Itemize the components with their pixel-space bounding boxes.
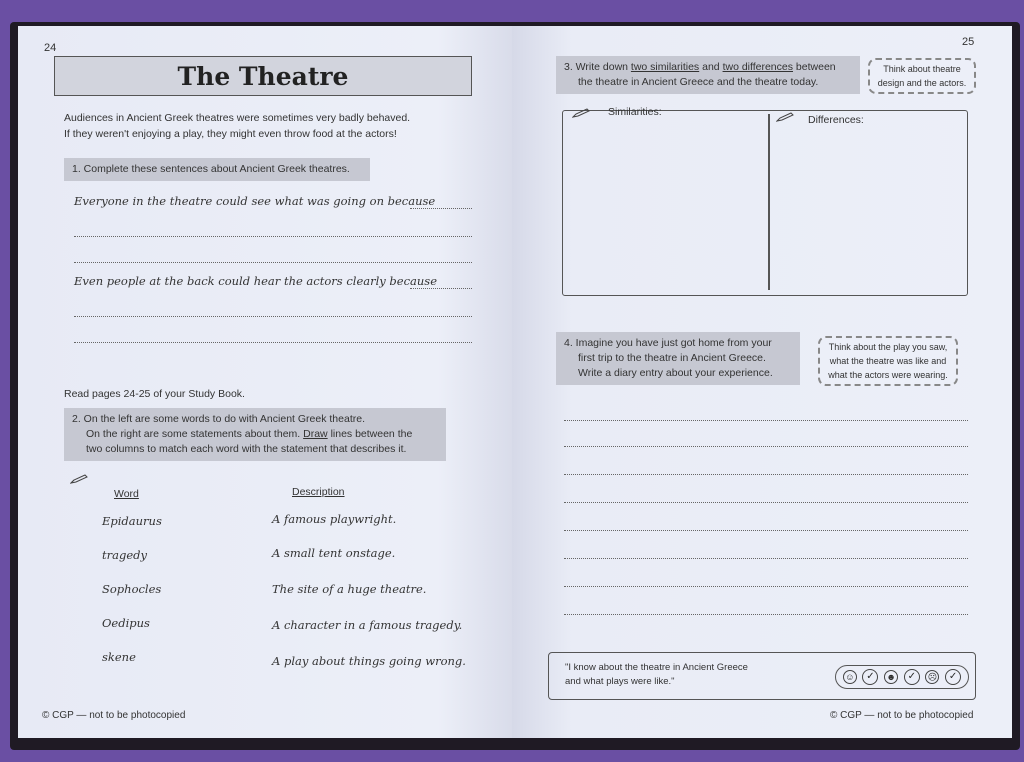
- similarities-differences-box[interactable]: [562, 110, 968, 296]
- check-circle-icon[interactable]: ✓: [904, 669, 920, 685]
- description-3[interactable]: The site of a huge theatre.: [272, 582, 427, 596]
- check-circle-icon[interactable]: ✓: [862, 669, 878, 685]
- similarities-label: Similarities:: [608, 106, 662, 118]
- question-1-box: 1. Complete these sentences about Ancient Greek theatres.: [64, 158, 370, 181]
- q2-line-2a: On the right are some statements about them.: [86, 428, 301, 440]
- rating-faces: [835, 665, 969, 689]
- q3-pre: 3. Write down: [564, 61, 628, 73]
- box-divider: [768, 114, 770, 290]
- sentence-1: Everyone in the theatre could see what was going on because: [74, 194, 436, 208]
- question-4-box: [556, 332, 800, 385]
- diary-line[interactable]: [564, 558, 968, 559]
- thumbs-up-icon[interactable]: ☺: [843, 670, 857, 684]
- thumbs-down-icon[interactable]: ☹: [925, 670, 939, 684]
- check-circle-icon[interactable]: ✓: [945, 669, 961, 685]
- description-2[interactable]: A small tent onstage.: [272, 546, 396, 560]
- intro-line-2: If they weren't enjoying a play, they might even throw food at the actors!: [64, 128, 397, 140]
- pencil-icon: [572, 108, 590, 118]
- q4-line-1: 4. Imagine you have just got home from your: [564, 337, 772, 349]
- description-4[interactable]: A character in a famous tragedy.: [272, 618, 463, 632]
- page-title: The Theatre: [177, 61, 349, 91]
- word-sophocles[interactable]: Sophocles: [102, 582, 162, 596]
- hint-3-line-2: design and the actors.: [877, 78, 967, 88]
- intro-text: [64, 110, 410, 142]
- word-epidaurus[interactable]: Epidaurus: [102, 514, 162, 528]
- diary-line[interactable]: [564, 446, 968, 447]
- q4-line-2: first trip to the theatre in Ancient Greece.: [578, 352, 766, 364]
- read-pages-text: Read pages 24-25 of your Study Book.: [64, 388, 245, 400]
- diary-line[interactable]: [564, 614, 968, 615]
- page-number-left: 24: [44, 42, 57, 54]
- intro-line-1: Audiences in Ancient Greek theatres were sometimes very badly behaved.: [64, 112, 411, 124]
- description-5[interactable]: A play about things going wrong.: [272, 654, 466, 668]
- self-assessment-line-2: and what plays were like.": [565, 676, 675, 687]
- diary-line[interactable]: [564, 586, 968, 587]
- hint-4-line-2: what the theatre was like and: [829, 356, 947, 366]
- question-2-box: [64, 408, 446, 461]
- description-1[interactable]: A famous playwright.: [272, 512, 397, 526]
- self-assessment-box: [548, 652, 976, 700]
- page-number-right: 25: [962, 36, 975, 48]
- q2-line-2b: lines between the: [330, 428, 413, 440]
- q2-draw-word: Draw: [303, 428, 328, 440]
- q3-and: and: [702, 61, 720, 73]
- hint-3-line-1: Think about theatre: [883, 64, 961, 74]
- word-oedipus[interactable]: Oedipus: [102, 616, 150, 630]
- hint-box-3: [868, 58, 976, 94]
- answer-line-1b[interactable]: [74, 236, 472, 237]
- hint-4-line-3: what the actors were wearing.: [828, 370, 948, 380]
- differences-label: Differences:: [808, 114, 864, 126]
- diary-line[interactable]: [564, 474, 968, 475]
- question-3-box: [556, 56, 860, 94]
- q2-line-1: 2. On the left are some words to do with Ancient Greek theatre.: [72, 413, 365, 425]
- word-tragedy[interactable]: tragedy: [102, 548, 148, 562]
- diary-line[interactable]: [564, 420, 968, 421]
- q2-line-3: two columns to match each word with the statement that describes it.: [86, 443, 407, 455]
- q3-similarities: two similarities: [630, 61, 700, 73]
- answer-line-2b[interactable]: [74, 316, 472, 317]
- left-page: [18, 26, 512, 738]
- hint-box-4: [818, 336, 958, 386]
- word-column-header: Word: [114, 488, 139, 500]
- pencil-icon: [70, 474, 88, 484]
- right-page: [512, 26, 1012, 738]
- copyright-footer-right: © CGP — not to be photocopied: [830, 710, 974, 721]
- answer-line-1a[interactable]: [410, 208, 472, 209]
- q2-line-2: [72, 427, 438, 442]
- q4-line-3: Write a diary entry about your experience.: [578, 367, 773, 379]
- answer-line-2c[interactable]: [74, 342, 472, 343]
- hint-4-line-1: Think about the play you saw,: [828, 342, 948, 352]
- answer-line-1c[interactable]: [74, 262, 472, 263]
- description-column-header: Description: [292, 486, 345, 498]
- word-skene[interactable]: skene: [102, 650, 136, 664]
- q3-line-1: [564, 60, 852, 75]
- self-assessment-line-1: "I know about the theatre in Ancient Greece: [565, 662, 748, 673]
- answer-line-2a[interactable]: [410, 288, 472, 289]
- q3-between: between: [795, 61, 836, 73]
- copyright-footer-left: © CGP — not to be photocopied: [42, 710, 186, 721]
- q3-differences: two differences: [722, 61, 793, 73]
- diary-line[interactable]: [564, 530, 968, 531]
- diary-line[interactable]: [564, 502, 968, 503]
- neutral-face-icon[interactable]: ☻: [884, 670, 898, 684]
- page-title-box: [54, 56, 472, 96]
- self-assessment-text: [565, 661, 748, 689]
- sentence-2: Even people at the back could hear the actors clearly because: [74, 274, 438, 288]
- pencil-icon: [776, 112, 794, 122]
- q3-line-2: the theatre in Ancient Greece and the theatre today.: [578, 76, 819, 88]
